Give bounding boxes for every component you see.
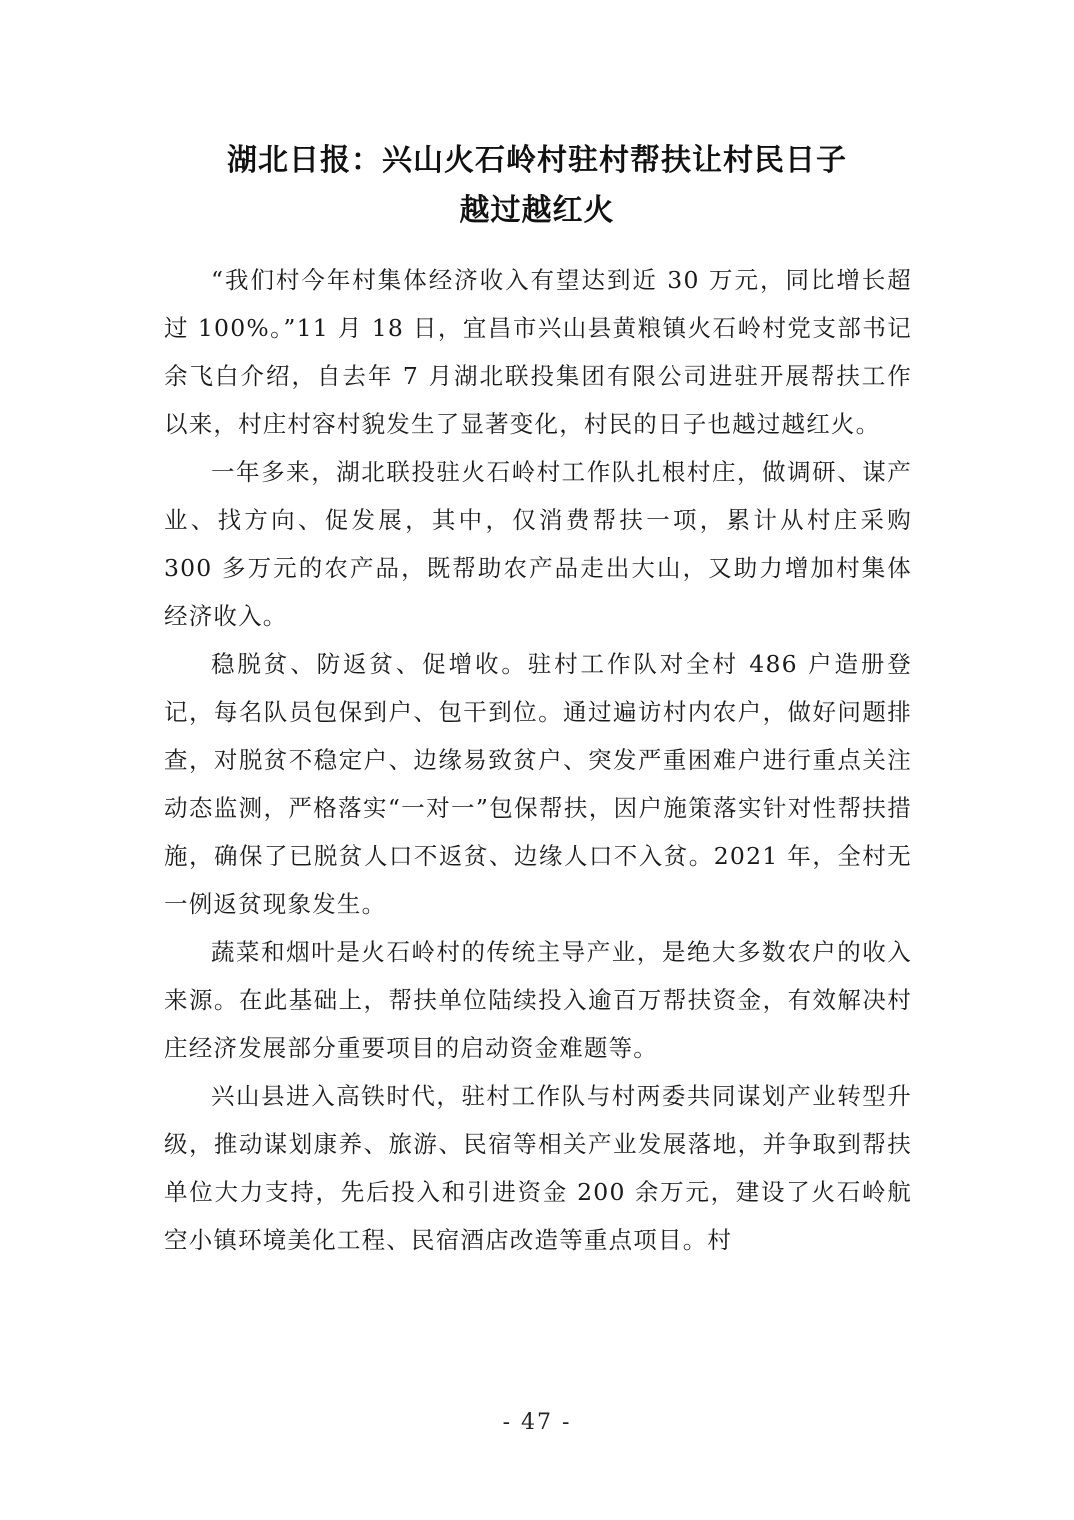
paragraph-3: 稳脱贫、防返贫、促增收。驻村工作队对全村 486 户造册登记，每名队员包保到户、包干到位。通过遍访村内农户，做好问题排查，对脱贫不稳定户、边缘易致贫户、突发严重困难户进行重点关注动态监测，严格落实“一对一”包保帮扶，因户施策落实针对性帮扶措施，确保了已脱贫人口不返贫、边缘人口不入贫。2021 年，全村无一例返贫现象发生。 xyxy=(164,650,912,918)
article-body xyxy=(164,256,912,1264)
paragraph-5: 兴山县进入高铁时代，驻村工作队与村两委共同谋划产业转型升级，推动谋划康养、旅游、民宿等相关产业发展落地，并争取到帮扶单位大力支持，先后投入和引进资金 200 余万元，建设了火石岭航空小镇环境美化工程、民宿酒店改造等重点项目。村 xyxy=(164,1082,912,1254)
page-number: - 47 - xyxy=(502,1410,572,1435)
paragraph-2: 一年多来，湖北联投驻火石岭村工作队扎根村庄，做调研、谋产业、找方向、促发展，其中，仅消费帮扶一项，累计从村庄采购 300 多万元的农产品，既帮助农产品走出大山，又助力增加村集体经济收入。 xyxy=(164,458,912,630)
article-title xyxy=(150,136,924,236)
article-title-line-1: 湖北日报：兴山火石岭村驻村帮扶让村民日子 xyxy=(227,143,847,178)
paragraph-1: “我们村今年村集体经济收入有望达到近 30 万元，同比增长超过 100%。”11 月 18 日，宜昌市兴山县黄粮镇火石岭村党支部书记余飞白介绍，自去年 7 月湖北联投集团有限公司进驻开展帮扶工作以来，村庄村容村貌发生了显著变化，村民的日子也越过越红火。 xyxy=(164,266,912,438)
article-title-line-2: 越过越红火 xyxy=(459,193,615,228)
paragraph-4: 蔬菜和烟叶是火石岭村的传统主导产业，是绝大多数农户的收入来源。在此基础上，帮扶单位陆续投入逾百万帮扶资金，有效解决村庄经济发展部分重要项目的启动资金难题等。 xyxy=(164,938,912,1062)
